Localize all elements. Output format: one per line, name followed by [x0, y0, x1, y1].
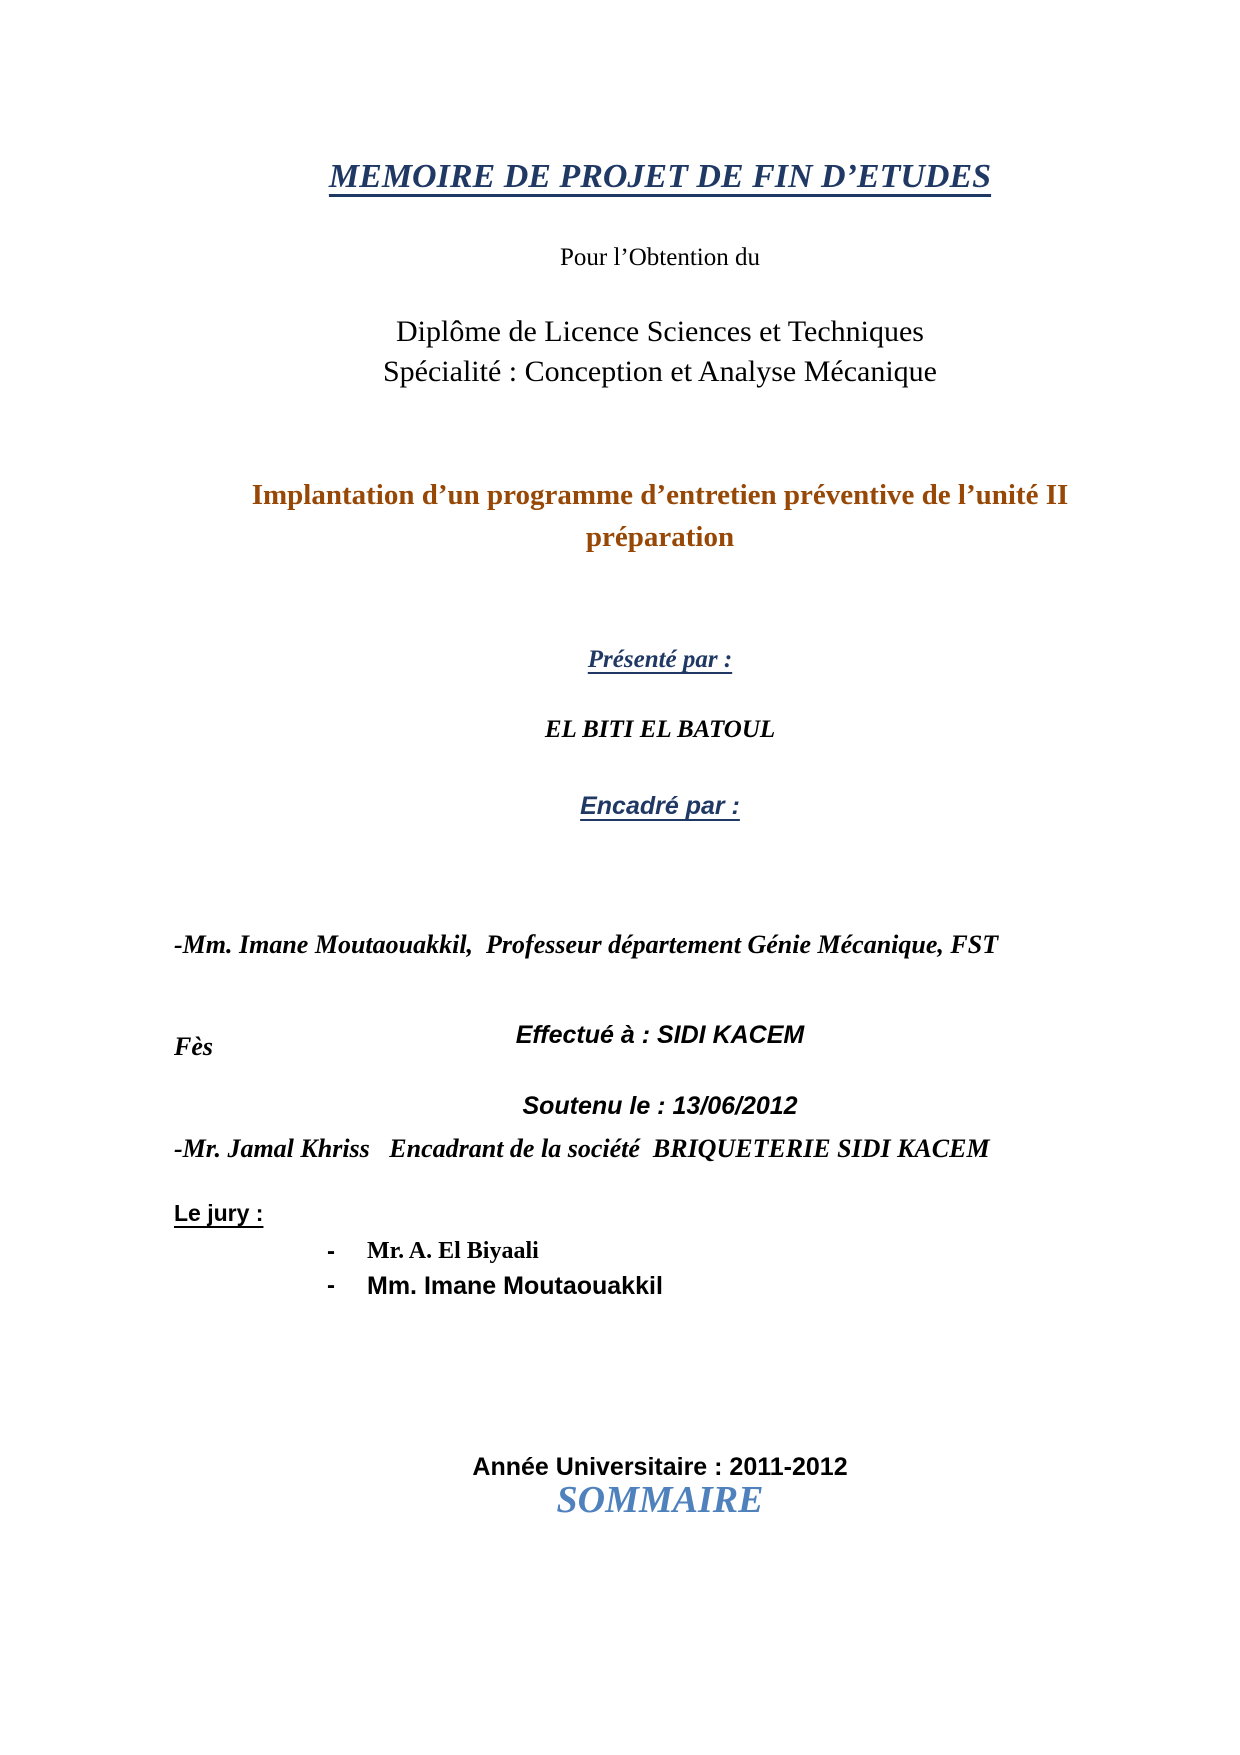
document-title — [80, 158, 1240, 196]
supervisor-line: -Mr. Jamal Khriss Encadrant de la société BRIQUETERIE SIDI KACEM — [174, 1134, 990, 1163]
presented-by-label-text: Présenté par : — [587, 646, 733, 673]
location-line: Effectué à : SIDI KACEM — [515, 1021, 805, 1049]
project-title — [80, 474, 1240, 558]
presented-by-label — [80, 646, 1240, 674]
degree-block — [80, 312, 1240, 392]
jury-bullet: - — [327, 1272, 335, 1299]
supervised-by-label-text: Encadré par : — [580, 792, 740, 820]
degree-line-2: Spécialité : Conception et Analyse Mécanique — [382, 355, 937, 388]
project-title-line-1: Implantation d’un programme d’entretien préventive de l’unité II — [251, 479, 1069, 511]
sommaire-heading: SOMMAIRE — [556, 1479, 764, 1521]
jury-bullet: - — [327, 1238, 335, 1265]
obtention-subtitle: Pour l’Obtention du — [560, 244, 760, 271]
jury-label-text: Le jury : — [174, 1200, 264, 1226]
supervised-by-label — [80, 792, 1240, 821]
supervisor-line: -Mm. Imane Moutaouakkil, Professeur département Génie Mécanique, FST — [174, 930, 999, 959]
jury-label — [174, 1200, 1180, 1227]
jury-member-row — [327, 1238, 539, 1266]
academic-year: Année Universitaire : 2011-2012 — [472, 1453, 848, 1481]
project-title-line-2: préparation — [585, 521, 735, 553]
supervisor-line: Fès — [174, 1032, 213, 1061]
jury-member-name: Mr. A. El Biyaali — [367, 1238, 539, 1264]
document-title-text: MEMOIRE DE PROJET DE FIN D’ETUDES — [328, 158, 992, 195]
jury-member-name: Mm. Imane Moutaouakkil — [367, 1272, 663, 1300]
defense-date-line: Soutenu le : 13/06/2012 — [522, 1092, 798, 1120]
degree-line-1: Diplôme de Licence Sciences et Techniques — [396, 315, 924, 348]
author-name: EL BITI EL BATOUL — [544, 716, 776, 743]
jury-member-row — [327, 1272, 663, 1301]
